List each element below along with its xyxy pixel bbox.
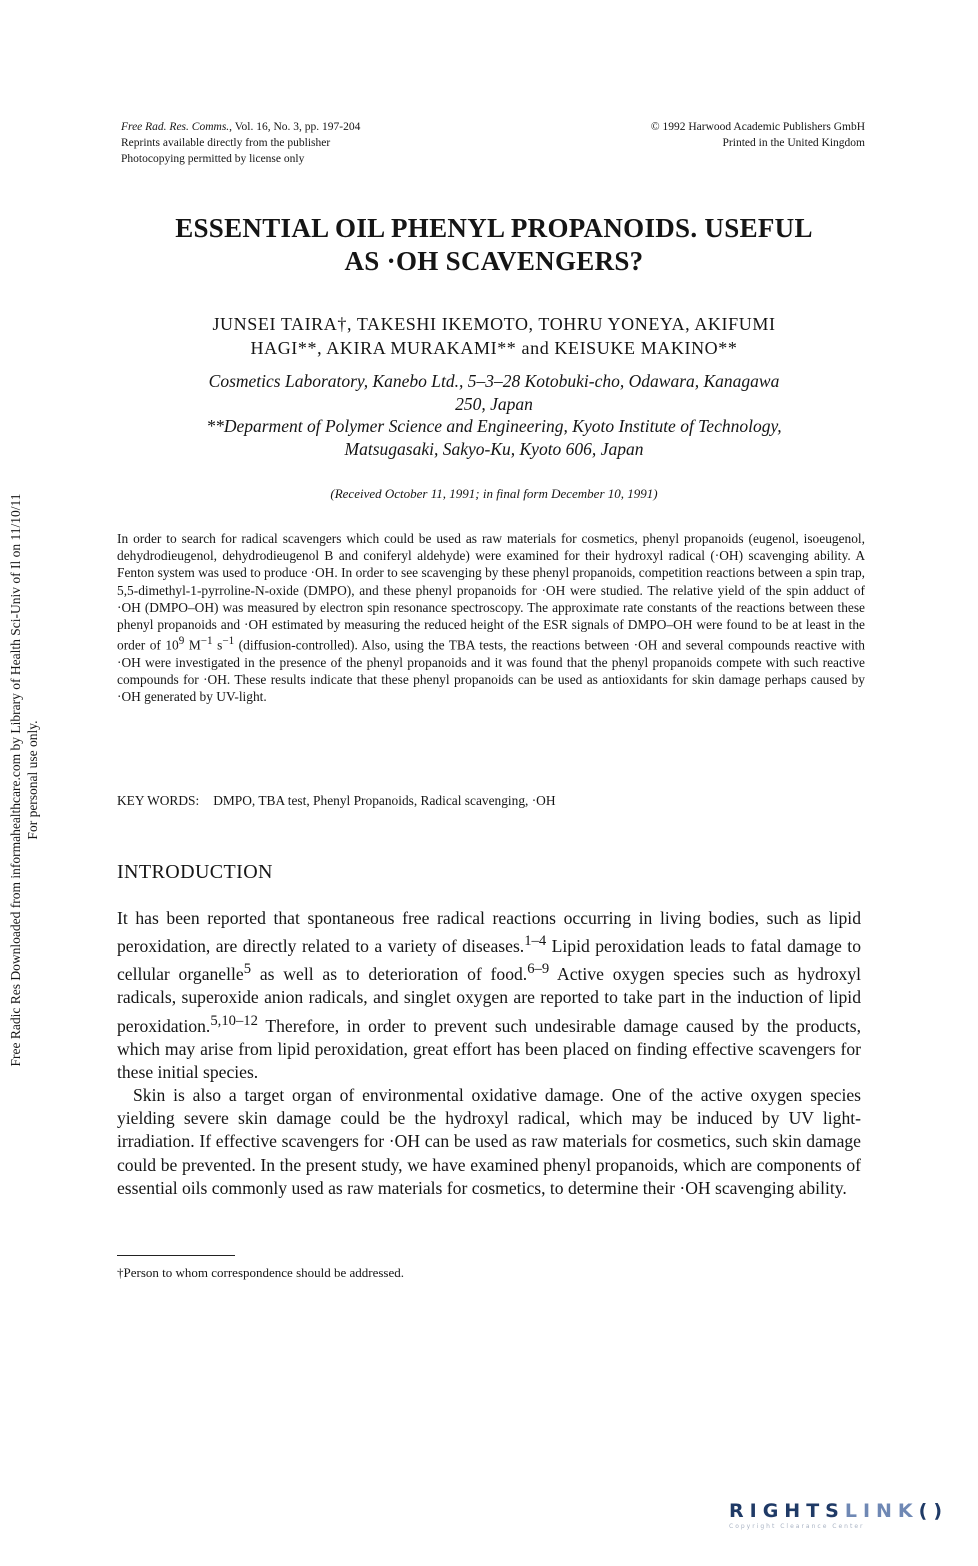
citation-ref: 5,10–12 — [210, 1012, 258, 1029]
citation-line — [121, 119, 521, 135]
logo-subtitle: Copyright Clearance Center — [729, 1523, 865, 1530]
rightslink-logo[interactable] — [729, 1500, 959, 1540]
paragraph-text: Therefore, in order to prevent such undesirable damage caused by the products, which may arise from lipid peroxidation, great effort has been placed on finding effective scavengers for these initial species. — [117, 1015, 861, 1082]
keywords-label: KEY WORDS: — [117, 793, 200, 808]
abstract-text: In order to search for radical scavengers which could be used as raw materials for cosmetics, phenyl propanoids (eugenol, isoeugenol, dehydrodieugenol, dehydrodieugenol B and coniferyl aldehyde) were examined for their hydroxyl radical (·OH) scavenging ability. A Fenton system was used to produce ·OH. In order to see scavenging by these phenyl propanoids, competition reactions between a spin trap, 5,5-dimethyl-1-pyrroline-N-oxide (DMPO), and these phenyl propanoids for ·OH were studied. The relative yield of the spin adduct of ·OH (DMPO–OH) was measured by electron spin resonance spectroscopy. The approximate rate constants of the reactions between these phenyl propanoids and ·OH estimated by measuring the reduced height of the ESR signals of DMPO–OH were found to be at least in the order of 10 — [117, 531, 865, 653]
printed-line: Printed in the United Kingdom — [722, 137, 865, 149]
logo-text-rights: RIGHTS — [729, 1500, 845, 1522]
title-line-1: ESSENTIAL OIL PHENYL PROPANOIDS. USEFUL — [175, 213, 813, 243]
citation-ref: 6–9 — [527, 961, 550, 978]
affiliations — [110, 370, 878, 460]
reprints-note: Reprints available directly from the publisher — [121, 137, 331, 149]
keywords-text: DMPO, TBA test, Phenyl Propanoids, Radical scavenging, ·OH — [213, 793, 556, 808]
photocopying-note: Photocopying permitted by license only — [121, 153, 305, 165]
citation-ref: 1–4 — [524, 933, 547, 950]
author-list — [110, 312, 878, 360]
keywords — [117, 792, 865, 810]
authors-line-2: HAGI**, AKIRA MURAKAMI** and KEISUKE MAKINO** — [250, 338, 738, 358]
affiliation-line-3: **Deparment of Polymer Science and Engineering, Kyoto Institute of Technology, — [206, 416, 782, 436]
paragraph-2: Skin is also a target organ of environmental oxidative damage. One of the active oxygen species yielding severe skin damage could be the hydroxyl radical, which may be induced by UV light-irradiation. If effective scavengers for ·OH can be used as raw materials for cosmetics, such skin damage could be prevented. In the present study, we have examined phenyl propanoids, which are components of essential oils commonly used as raw materials for cosmetics, to determine their ·OH scavenging ability. — [117, 1085, 861, 1198]
received-dates: (Received October 11, 1991; in final form December 10, 1991) — [330, 486, 658, 501]
section-heading-introduction: INTRODUCTION — [117, 861, 273, 883]
paragraph-text: Active oxygen species such as hydroxyl radicals, superoxide anion radicals, and singlet oxygen are reported to take part in the induction of lipid peroxidation. — [117, 964, 861, 1036]
abstract — [117, 530, 865, 706]
paragraph-1 — [117, 907, 861, 1084]
footnote: †Person to whom correspondence should be addressed. — [117, 1265, 405, 1280]
affiliation-line-2: 250, Japan — [455, 393, 533, 414]
copyright-line: © 1992 Harwood Academic Publishers GmbH — [650, 121, 865, 133]
volume-pages: , Vol. 16, No. 3, pp. 197-204 — [229, 121, 361, 133]
affiliation-line-1: Cosmetics Laboratory, Kanebo Ltd., 5–3–28 Kotobuki-cho, Odawara, Kanagawa — [208, 371, 780, 391]
title-line-2: AS ·OH SCAVENGERS? — [344, 246, 644, 276]
abstract-superscript: −1 — [200, 635, 213, 648]
paragraph-text: as well as to deterioration of food. — [251, 964, 528, 985]
affiliation-line-4: Matsugasaki, Sakyo-Ku, Kyoto 606, Japan — [344, 438, 644, 459]
footnote-divider — [117, 1255, 235, 1256]
paragraph-text: It has been reported that spontaneous free radical reactions occurring in living bodies, such as lipid peroxidation, are directly related to a variety of diseases. — [117, 908, 861, 957]
abstract-text: (diffusion-controlled). Also, using the TBA tests, the reactions between ·OH and several compounds reactive with ·OH were investigated in the presence of the phenyl propanoids and it was found that the phenyl propanoids compete with such reactive compounds for ·OH. These results indicate that these phenyl propanoids can be used as antioxidants for skin damage perhaps caused by ·OH generated by UV-light. — [117, 637, 866, 705]
introduction-body — [117, 907, 861, 1200]
abstract-superscript: 9 — [178, 635, 185, 648]
copyright-info — [565, 119, 865, 151]
authors-line-1: JUNSEI TAIRA†, TAKESHI IKEMOTO, TOHRU YONEYA, AKIFUMI — [212, 314, 776, 334]
abstract-superscript: −1 — [222, 635, 235, 648]
publication-info — [121, 119, 521, 167]
download-stamp-line1: Free Radic Res Downloaded from informahealthcare.com by Library of Health Sci-Univ of Il on 11/10/11 — [8, 493, 23, 1067]
citation-ref: 5 — [243, 961, 252, 978]
logo-text-link: LINK — [844, 1500, 919, 1522]
logo-brackets-icon: () — [918, 1500, 949, 1522]
journal-name: Free Rad. Res. Comms. — [121, 121, 230, 133]
download-stamp-line2: For personal use only. — [25, 720, 40, 840]
download-stamp — [2, 420, 46, 1140]
abstract-text: s — [212, 637, 223, 653]
paper-title — [110, 212, 878, 278]
paragraph-text: Lipid peroxidation leads to fatal damage to cellular organelle — [117, 936, 861, 985]
abstract-text: M — [184, 637, 201, 653]
